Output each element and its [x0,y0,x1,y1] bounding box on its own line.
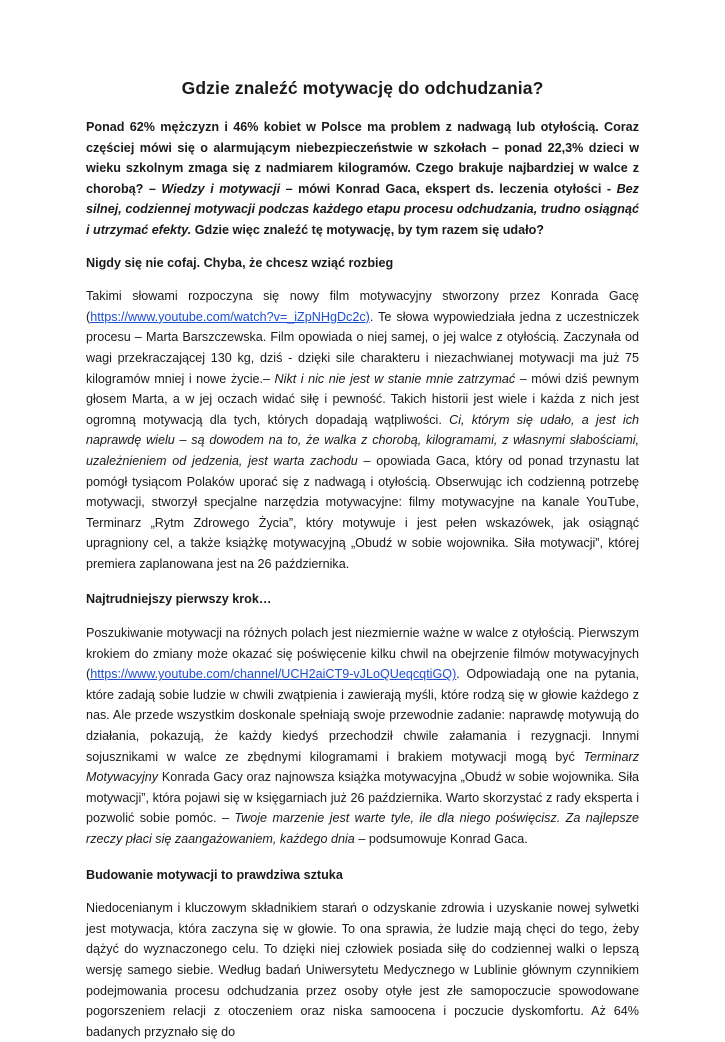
youtube-video-link[interactable]: https://www.youtube.com/watch?v=_iZpNHgDc2c) [90,309,370,324]
s2-emphasis-1: Terminarz Motywacyjny [86,749,639,785]
section-heading-2: Najtrudniejszy pierwszy krok… [86,592,272,607]
section-heading-3: Budowanie motywacji to prawdziwa sztuka [86,867,343,882]
s1-text-3: – mówi dziś pewnym głosem Marta, a w jej oczach widać siłę i pewność. Takich historii jest wiele i każda z nich jest ogromną motywacją dla tych, których dopadają wątpliwości. [86,371,639,427]
s3-text-1: Niedocenianym i kluczowym składnikiem starań o odzyskanie zdrowia i uzyskanie nowej sylwetki jest motywacja, która zaczyna się w głowie. To ona sprawia, że ludzie mają chęci do tego, żeby dążyć do wyznaczonego celu. To dzięki niej człowiek posiada siłę do codziennej walki o lepszą wersję samego siebie. Według badań Uniwersytetu Medycznego w Lublinie głównym czynnikiem podejmowania procesu odchudzania przez osoby otyłe jest złe samopoczucie spowodowane pogorszeniem relacji z otoczeniem oraz niska samoocena i poczucie dyskomfortu. Aż 64% badanych przyznało się do [86,901,639,1039]
youtube-channel-link[interactable]: https://www.youtube.com/channel/UCH2aiCT9-vJLoQUeqcqtiGQ) [90,667,457,682]
s1-text-1: Takimi słowami rozpoczyna się nowy film motywacyjny stworzony przez Konrada Gacę ( [86,289,639,324]
section-paragraph-2 [86,623,639,850]
section-paragraph-1 [86,286,639,574]
lead-text-2: – mówi Konrad Gaca, ekspert ds. leczenia otyłości - [280,181,617,196]
section-heading-1: Nigdy się nie cofaj. Chyba, że chcesz wziąć rozbieg [86,255,394,270]
s2-text-1: Poszukiwanie motywacji na różnych polach jest niezmiernie ważne w walce z otyłością. Pierwszym krokiem do zmiany może okazać się poświęcenie kilku chwil na obejrzenie filmów motywacyjnych ( [86,626,639,682]
s1-quote-2: Ci, którym się udało, a jest ich naprawdę wielu – są dowodem na to, że walka z chorobą, kilogramami, z własnymi słabościami, uzależnieniem od jedzenia, jest warta zachodu [86,412,639,468]
lead-quote: Bez silnej, codziennej motywacji podczas każdego etapu procesu odchudzania, trudno osiągnąć i utrzymać efekty. [86,181,639,237]
section-paragraph-3 [86,898,639,1042]
lead-emphasis-1: Wiedzy i motywacji [161,181,281,196]
s1-text-2: . Te słowa wypowiedziała jedna z uczestniczek procesu – Marta Barszczewska. Film opowiada o niej samej, o jej walce z otyłością. Zaczynała od wagi przekraczającej 130 kg, dziś - dzięki sile charakteru i niezachwianej motywacji ma już 75 kilogramów mniej i nowe życie.– [86,309,639,386]
s1-quote-1: Nikt i nic nie jest w stanie mnie zatrzymać [274,371,516,386]
s2-text-3: Konrada Gacy oraz najnowsza książka motywacyjna „Obudź w sobie wojownika. Siła motywacji”, która pojawi się w księgarniach już 26 października. Warto skorzystać z rady eksperta i pozwolić sobie pomóc. – [86,770,639,826]
s2-text-4: – podsumowuje Konrad Gaca. [354,832,528,846]
lead-text-1: Ponad 62% mężczyzn i 46% kobiet w Polsce ma problem z nadwagą lub otyłością. Coraz częściej mówi się o alarmującym niebezpieczeństwie w szkołach – ponad 22,3% dzieci w wieku szkolnym zmaga się z nadmiarem kilogramów. Czego brakuje najbardziej w walce z chorobą? – [86,120,639,196]
s2-text-2: . Odpowiadają one na pytania, które zadają sobie ludzie w chwili zwątpienia i zawierają myśli, które rodzą się w głowie każdego z nas. Ale przede wszystkim doskonale spełniają swoje przewodnie zadanie: naprawdę motywują do działania, pokazują, że każdy kiedyś przechodził chwile załamania i rezygnacji. Innymi sojusznikami w walce ze zbędnymi kilogramami i brakiem motywacji mogą być [86,667,639,764]
page-title: Gdzie znaleźć motywację do odchudzania? [181,78,544,98]
s2-quote: Twoje marzenie jest warte tyle, ile dla niego poświęcisz. Za najlepsze rzeczy płaci się zaangażowaniem, każdego dnia [86,811,639,846]
lead-text-3: Gdzie więc znaleźć tę motywację, by tym razem się udało? [191,222,544,237]
s1-text-4: – opowiada Gaca, który od ponad trzynastu lat pomógł tysiącom Polaków uporać się z nadwagą i otyłością. Obserwując ich codzienną potrzebę motywacji, stworzył specjalne narzędzia motywacyjne: filmy motywacyjne na kanale YouTube, Terminarz „Rytm Zdrowego Życia”, który motywuje i jest pełen wskazówek, jak osiągnąć upragniony cel, a także książkę motywacyjną „Obudź w sobie wojownika. Siła motywacji”, której premiera zaplanowana jest na 26 października. [86,453,639,571]
lead-paragraph [86,117,639,241]
